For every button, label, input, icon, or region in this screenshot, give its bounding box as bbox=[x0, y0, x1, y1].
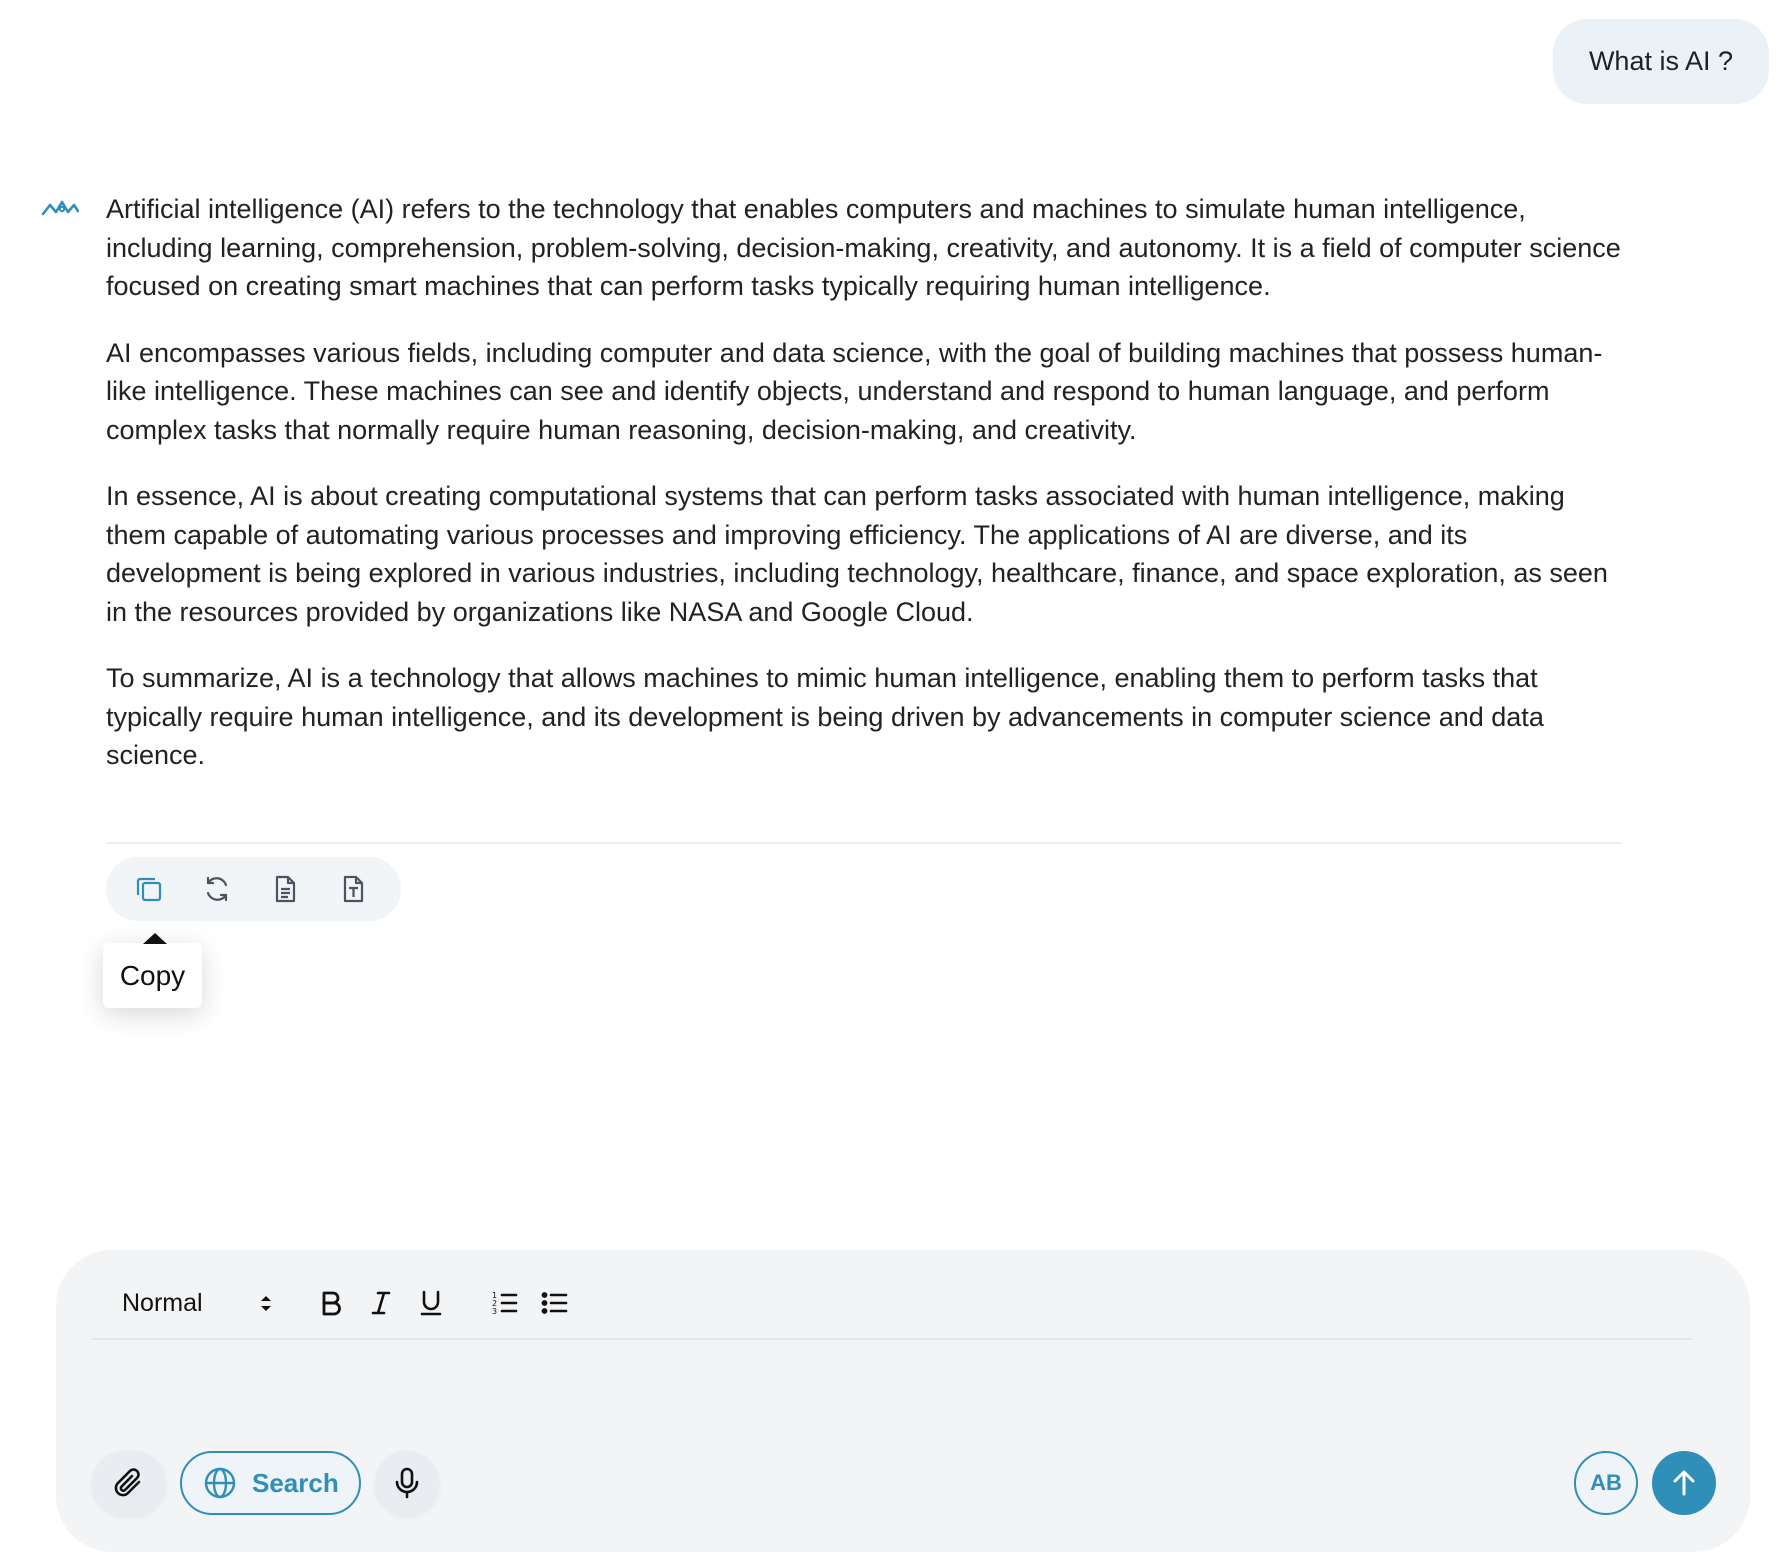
italic-icon bbox=[367, 1289, 395, 1317]
select-caret-icon bbox=[260, 1295, 272, 1312]
arrow-up-icon bbox=[1668, 1467, 1700, 1499]
formatting-toolbar bbox=[122, 1282, 574, 1324]
document-icon bbox=[269, 873, 301, 905]
bold-icon bbox=[317, 1289, 345, 1317]
assistant-paragraph: In essence, AI is about creating computational systems that can perform tasks associated with human intelligence, making them capable of automating various processes and improving efficiency. The applications of AI are diverse, and its development is being explored in various industries, including technology, healthcare, finance, and space exploration, as seen in the resources provided by organizations like NASA and Google Cloud. bbox=[106, 481, 1608, 627]
assistant-logo-icon bbox=[41, 196, 79, 220]
voice-input-button[interactable] bbox=[375, 1451, 439, 1515]
message-composer bbox=[56, 1250, 1750, 1552]
underline-button[interactable] bbox=[412, 1284, 450, 1322]
tooltip-text: Copy bbox=[119, 959, 186, 991]
assistant-paragraph: AI encompasses various fields, including computer and data science, with the goal of building machines that possess human-like intelligence. These machines can see and identify objects, understand and respond to human language, and perform complex tasks that normally require human reasoning, decision-making, and creativity. bbox=[106, 337, 1603, 445]
composer-right-actions bbox=[1574, 1451, 1716, 1515]
assistant-paragraph: To summarize, AI is a technology that allows machines to mimic human intelligence, enabling them to perform tasks that typically require human intelligence, and its development is being driven by advancements in computer science and data science. bbox=[106, 663, 1544, 770]
assistant-paragraph: Artificial intelligence (AI) refers to the technology that enables computers and machines to simulate human intelligence, including learning, comprehension, problem-solving, decision-making, creativity, and autonomy. It is a field of computer science focused on creating smart machines that can perform tasks typically requiring human intelligence. bbox=[106, 194, 1621, 301]
message-input[interactable] bbox=[122, 1360, 1682, 1450]
message-divider bbox=[106, 842, 1622, 844]
copy-tooltip bbox=[103, 943, 202, 1008]
copy-button[interactable] bbox=[133, 873, 165, 905]
send-button[interactable] bbox=[1652, 1451, 1716, 1515]
regenerate-button[interactable] bbox=[201, 873, 233, 905]
attach-button[interactable] bbox=[92, 1451, 166, 1515]
user-avatar-button[interactable] bbox=[1574, 1451, 1638, 1515]
user-message-bubble bbox=[1553, 19, 1769, 104]
text-file-icon bbox=[337, 873, 369, 905]
bold-button[interactable] bbox=[312, 1284, 350, 1322]
message-action-bar bbox=[106, 857, 401, 921]
bullet-list-button[interactable] bbox=[536, 1284, 574, 1322]
paragraph-style-value: Normal bbox=[122, 1288, 203, 1317]
document-button[interactable] bbox=[269, 873, 301, 905]
globe-icon bbox=[202, 1465, 238, 1501]
assistant-message bbox=[106, 190, 1626, 803]
user-message-text: What is AI ? bbox=[1588, 46, 1733, 76]
composer-left-actions bbox=[92, 1451, 439, 1515]
underline-icon bbox=[417, 1289, 445, 1317]
search-label: Search bbox=[252, 1467, 339, 1498]
avatar-initials: AB bbox=[1590, 1470, 1622, 1495]
italic-button[interactable] bbox=[362, 1284, 400, 1322]
paperclip-icon bbox=[112, 1466, 146, 1500]
web-search-toggle[interactable] bbox=[180, 1451, 361, 1515]
ordered-list-button[interactable] bbox=[486, 1284, 524, 1322]
svg-text:2: 2 bbox=[492, 1299, 498, 1308]
ordered-list-icon bbox=[491, 1289, 519, 1317]
regenerate-icon bbox=[201, 873, 233, 905]
bullet-list-icon bbox=[541, 1289, 569, 1317]
text-file-button[interactable] bbox=[337, 873, 369, 905]
toolbar-divider bbox=[92, 1338, 1692, 1340]
paragraph-style-select[interactable] bbox=[122, 1289, 272, 1318]
svg-text:3: 3 bbox=[492, 1307, 498, 1316]
copy-icon bbox=[133, 873, 165, 905]
microphone-icon bbox=[390, 1466, 424, 1500]
svg-text:1: 1 bbox=[492, 1291, 498, 1300]
